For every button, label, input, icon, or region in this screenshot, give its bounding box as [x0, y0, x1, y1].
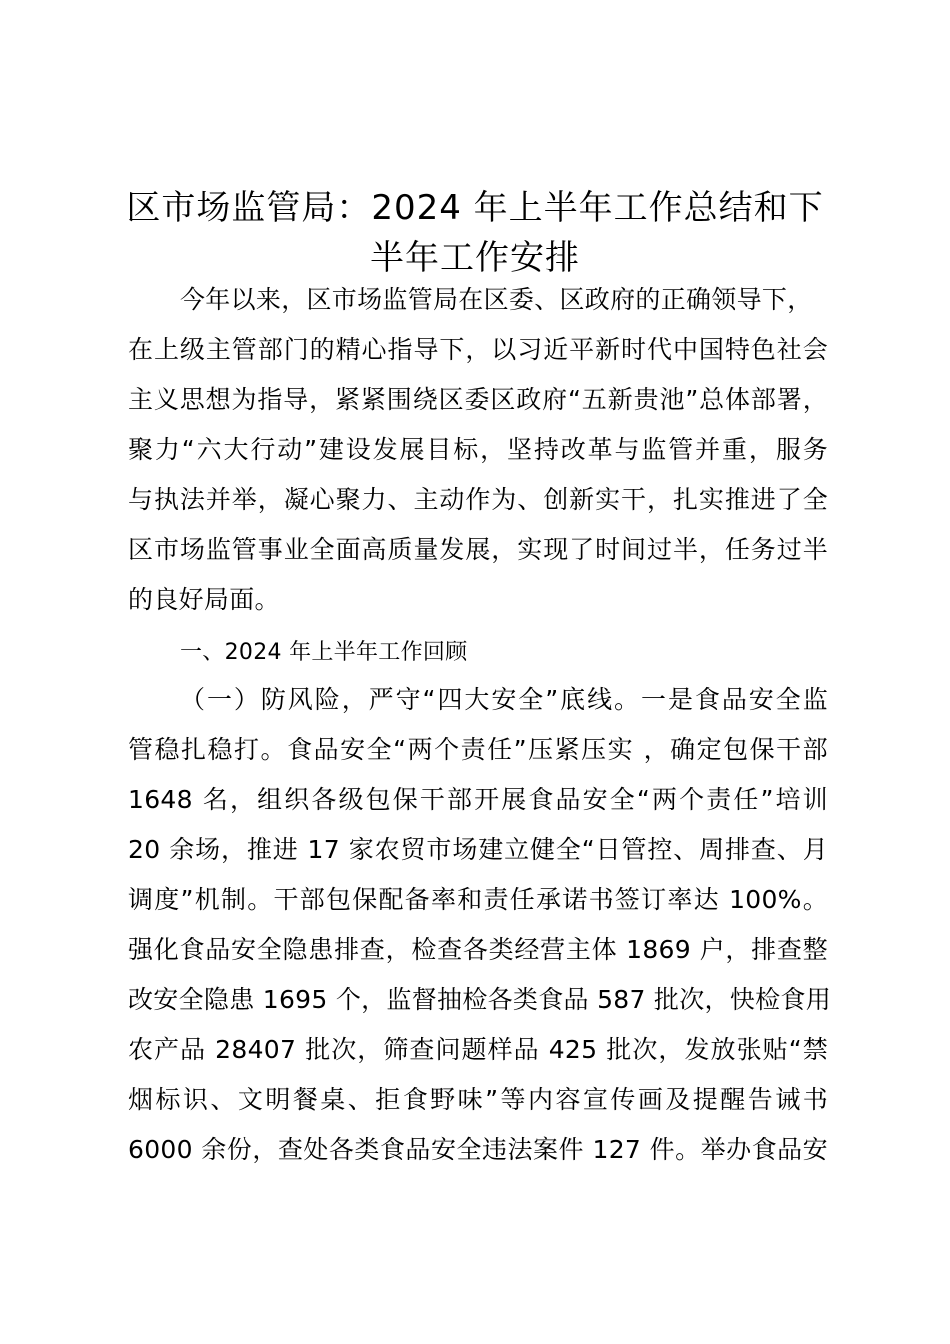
paragraph-line: 区市场监管事业全面高质量发展，实现了时间过半，任务过半 — [128, 535, 828, 564]
paragraph-line: 管稳扎稳打。食品安全“两个责任”压紧压实 ，确定包保干部 — [128, 735, 828, 764]
paragraph-line: 20 余场，推进 17 家农贸市场建立健全“日管控、周排查、月 — [128, 835, 828, 864]
paragraph-line: 6000 余份，查处各类食品安全违法案件 127 件。举办食品安 — [128, 1135, 828, 1164]
paragraph-line: 1648 名，组织各级包保干部开展食品安全“两个责任”培训 — [128, 785, 828, 814]
document-title-line-1: 区市场监管局：2024 年上半年工作总结和下 — [126, 188, 824, 228]
paragraph-line: 农产品 28407 批次，筛查问题样品 425 批次，发放张贴“禁 — [128, 1035, 828, 1064]
paragraph-line: （一）防风险，严守“四大安全”底线。一是食品安全监 — [180, 685, 828, 714]
paragraph-line: 调度”机制。干部包保配备率和责任承诺书签订率达 100%。 — [128, 885, 828, 914]
paragraph-line: 与执法并举，凝心聚力、主动作为、创新实干，扎实推进了全 — [128, 485, 828, 514]
document-title-line-2: 半年工作安排 — [370, 238, 580, 278]
paragraph-line: 聚力“六大行动”建设发展目标，坚持改革与监管并重，服务 — [128, 435, 828, 464]
paragraph-line: 的良好局面。 — [128, 585, 280, 614]
section-heading: 一、2024 年上半年工作回顾 — [180, 640, 468, 665]
paragraph-line: 今年以来，区市场监管局在区委、区政府的正确领导下， — [180, 285, 813, 314]
paragraph-line: 在上级主管部门的精心指导下，以习近平新时代中国特色社会 — [128, 335, 828, 364]
paragraph-line: 改安全隐患 1695 个，监督抽检各类食品 587 批次，快检食用 — [128, 985, 832, 1014]
paragraph-line: 主义思想为指导，紧紧围绕区委区政府“五新贵池”总体部署， — [128, 385, 828, 414]
paragraph-line: 强化食品安全隐患排查，检查各类经营主体 1869 户，排查整 — [128, 935, 828, 964]
paragraph-line: 烟标识、文明餐桌、拒食野味”等内容宣传画及提醒告诫书 — [128, 1085, 828, 1114]
